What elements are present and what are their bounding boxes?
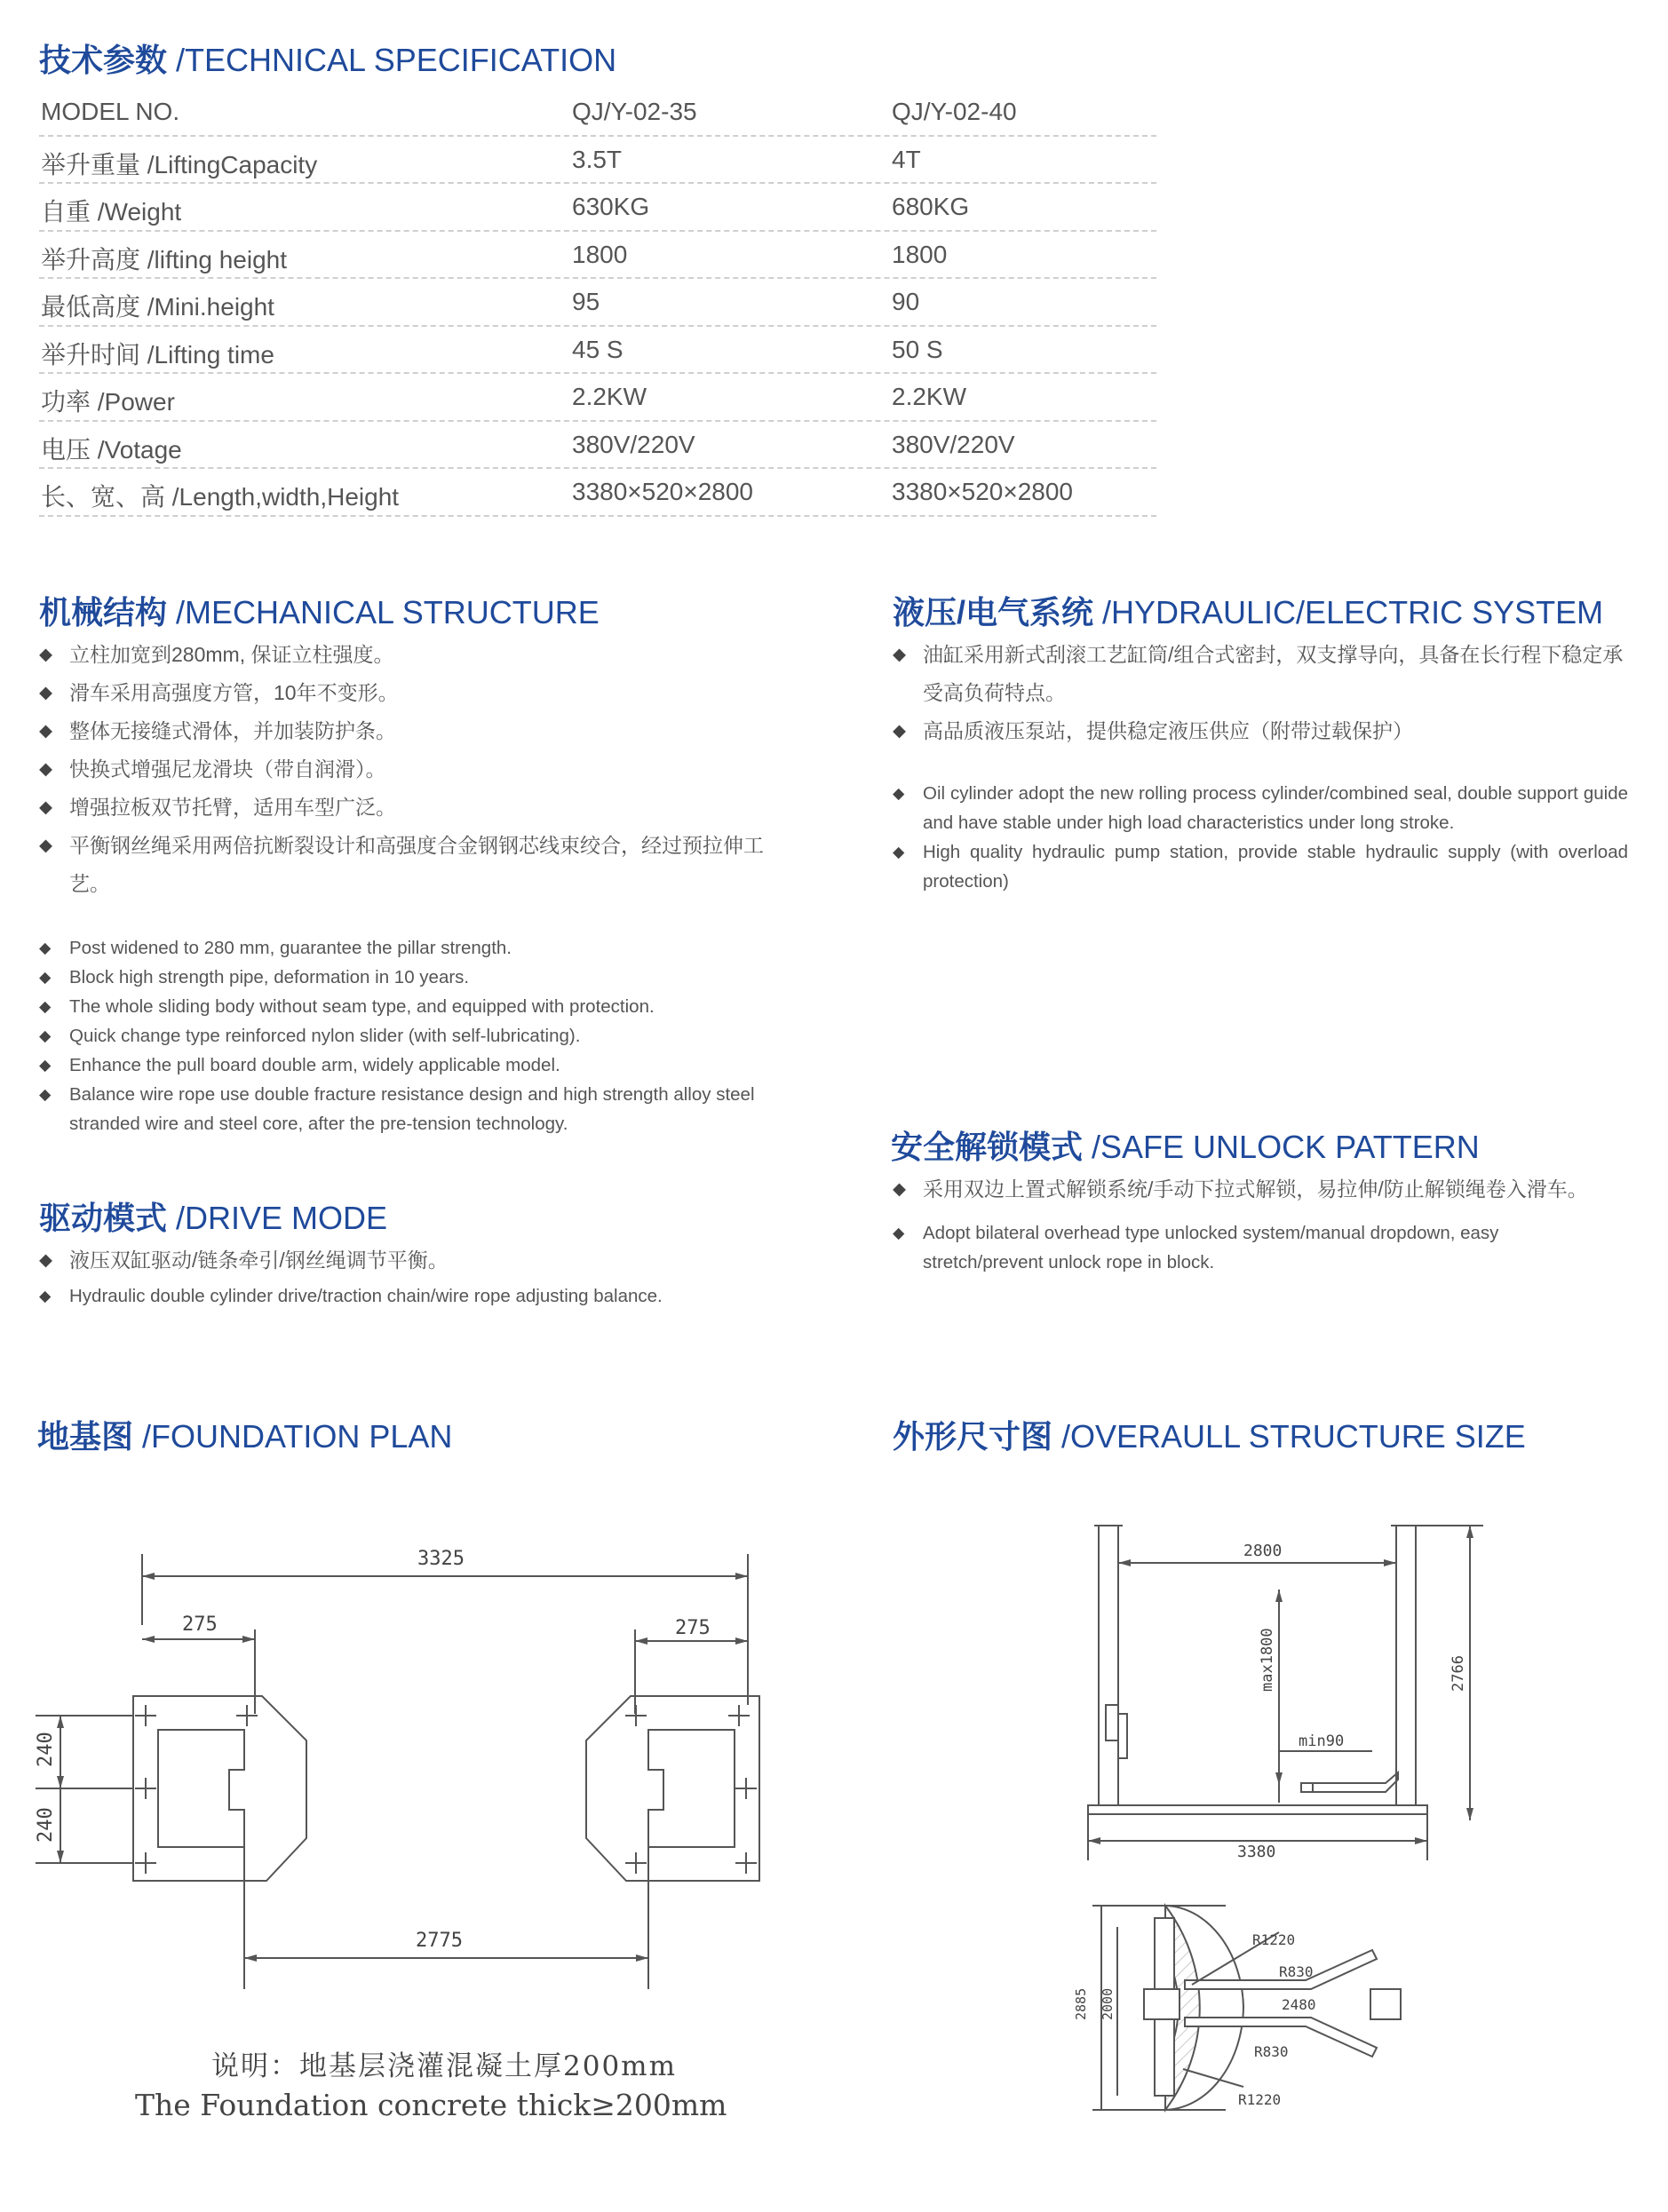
spec-row-lifting-height: 举升高度 /lifting height 1800 1800 [39, 232, 1156, 280]
foundation-note-en: The Foundation concrete thick≥200mm [135, 2088, 727, 2122]
list-item: ◆ 立柱加宽到280mm, 保证立柱强度。 [39, 636, 769, 674]
spec-table [39, 89, 1156, 517]
spec-title-cn: 技术参数 [39, 42, 168, 78]
spec-row-power: 功率 /Power 2.2KW 2.2KW [39, 374, 1156, 422]
spec-row-capacity: 举升重量 /LiftingCapacity 3.5T 4T [39, 137, 1156, 185]
list-item: ◆ Post widened to 280 mm, guarantee the pillar strength. [39, 933, 776, 963]
foundation-plan-drawing [0, 1510, 799, 2007]
spec-title [39, 36, 616, 81]
list-item: ◆ High quality hydraulic pump station, provide stable hydraulic supply (with overload protection) [893, 837, 1628, 896]
dim-240-top: 240 [35, 1732, 57, 1767]
drive-cn-list [39, 1241, 785, 1280]
list-item: ◆ The whole sliding body without seam type, and equipped with protection. [39, 992, 776, 1021]
list-item: ◆ 液压双缸驱动/链条牵引/钢丝绳调节平衡。 [39, 1241, 785, 1280]
list-item: ◆ 油缸采用新式刮滚工艺缸筒/组合式密封，双支撑导向，具备在长行程下稳定承受高负荷特点。 [893, 636, 1630, 712]
dim-275-right: 275 [675, 1617, 711, 1639]
list-item: ◆ Enhance the pull board double arm, widely applicable model. [39, 1051, 776, 1080]
list-item: ◆ Oil cylinder adopt the new rolling process cylinder/combined seal, double support guide and have stable under high load characteristics under long stroke. [893, 779, 1628, 837]
unlock-title: 安全解锁模式 /SAFE UNLOCK PATTERN [891, 1129, 1480, 1165]
hydraulic-en-list [893, 779, 1628, 896]
dim-max1800: max1800 [1259, 1628, 1276, 1692]
dim-r830-top: R830 [1279, 1963, 1314, 1980]
unlock-cn-list [893, 1170, 1639, 1209]
drive-en-list [39, 1281, 785, 1311]
dim-275-left: 275 [182, 1613, 218, 1636]
dim-r1220-top: R1220 [1252, 1931, 1296, 1948]
dim-2885: 2885 [1073, 1987, 1089, 2020]
dim-min90: min90 [1299, 1732, 1345, 1750]
foundation-title: 地基图 /FOUNDATION PLAN [37, 1418, 453, 1455]
spec-row-voltage: 电压 /Votage 380V/220V 380V/220V [39, 422, 1156, 470]
spec-row-lifting-time: 举升时间 /Lifting time 45 S 50 S [39, 327, 1156, 375]
spec-title-en: /TECHNICAL SPECIFICATION [167, 42, 617, 78]
list-item: ◆ 高品质液压泵站，提供稳定液压供应（附带过载保护） [893, 712, 1630, 750]
mechanical-en-list [39, 933, 776, 1138]
list-item: ◆ 采用双边上置式解锁系统/手动下拉式解锁，易拉伸/防止解锁绳卷入滑车。 [893, 1170, 1639, 1209]
dim-3380: 3380 [1237, 1843, 1276, 1861]
list-item: ◆ Quick change type reinforced nylon slider (with self-lubricating). [39, 1021, 776, 1051]
mechanical-cn-list [39, 636, 769, 903]
dim-2800: 2800 [1243, 1542, 1283, 1560]
spec-row-model: MODEL NO. QJ/Y-02-35 QJ/Y-02-40 [39, 89, 1156, 137]
list-item: ◆ Block high strength pipe, deformation in 10 years. [39, 963, 776, 992]
spec-row-weight: 自重 /Weight 630KG 680KG [39, 184, 1156, 232]
foundation-note-cn: 说明：地基层浇灌混凝土厚200mm [211, 2050, 677, 2082]
list-item: ◆ Adopt bilateral overhead type unlocked system/manual dropdown, easy stretch/prevent unlock rope in block. [893, 1218, 1603, 1277]
list-item: ◆ 快换式增强尼龙滑块（带自润滑）。 [39, 750, 769, 789]
mechanical-title: 机械结构 /MECHANICAL STRUCTURE [39, 594, 600, 630]
overall-title: 外形尺寸图 /OVERAULL STRUCTURE SIZE [893, 1418, 1526, 1455]
hydraulic-title: 液压/电气系统 /HYDRAULIC/ELECTRIC SYSTEM [893, 594, 1604, 630]
list-item: ◆ 增强拉板双节托臂，适用车型广泛。 [39, 789, 769, 827]
list-item: ◆ Hydraulic double cylinder drive/traction chain/wire rope adjusting balance. [39, 1281, 785, 1311]
spec-row-dimensions: 长、宽、高 /Length,width,Height 3380×520×2800 3380×520×2800 [39, 469, 1156, 517]
list-item: ◆ 滑车采用高强度方管，10年不变形。 [39, 674, 769, 712]
dim-3325: 3325 [417, 1548, 465, 1570]
dim-2775: 2775 [416, 1930, 463, 1952]
dim-2766: 2766 [1450, 1655, 1467, 1692]
dim-r830-bottom: R830 [1254, 2043, 1289, 2060]
list-item: ◆ 平衡钢丝绳采用两倍抗断裂设计和高强度合金钢钢芯线束绞合，经过预拉伸工艺。 [39, 827, 769, 903]
dim-r1220-bottom: R1220 [1238, 2091, 1282, 2108]
dim-240-bottom: 240 [35, 1807, 57, 1843]
dim-2000: 2000 [1100, 1987, 1116, 2020]
unlock-en-list [893, 1218, 1603, 1277]
list-item: ◆ 整体无接缝式滑体，并加装防护条。 [39, 712, 769, 750]
dim-2480: 2480 [1282, 1996, 1316, 2013]
list-item: ◆ Balance wire rope use double fracture resistance design and high strength alloy steel stranded wire and steel core, after the pre-tension technology. [39, 1080, 776, 1138]
overall-structure-drawing [1048, 1510, 1510, 2122]
drive-title: 驱动模式 /DRIVE MODE [39, 1200, 388, 1236]
hydraulic-cn-list [893, 636, 1630, 750]
spec-row-mini-height: 最低高度 /Mini.height 95 90 [39, 279, 1156, 327]
